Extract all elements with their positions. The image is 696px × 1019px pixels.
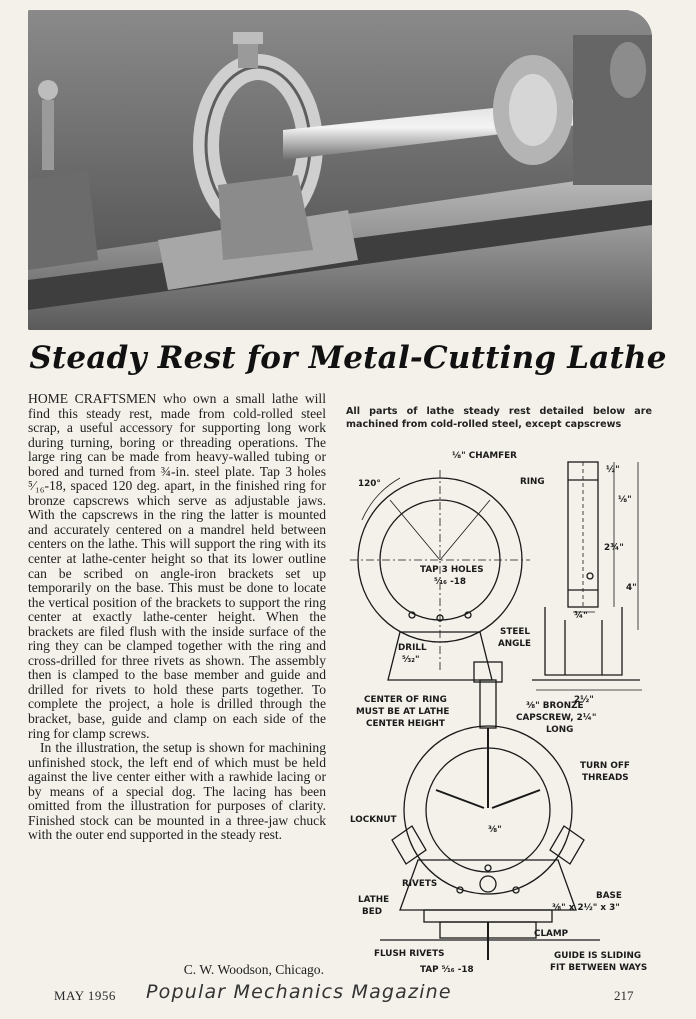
label-dim-half: ½" <box>606 465 620 475</box>
label-drill: DRILL <box>398 643 427 653</box>
label-capscrew-2: CAPSCREW, 2¼" <box>516 713 597 723</box>
label-three-eighths: ⅜" <box>488 825 502 835</box>
article-paragraph: In the illustration, the setup is shown for machining unfinished stock, the left end of which must be held against the live center either with a rawhide lacing or by means of a special dog. The lacing has been omitted from the illustration for purposes of clarity. Finished stock can be mounted in a three-jaw chuck with the outer end supported in the steady rest. <box>28 740 326 843</box>
label-flush-rivets: FLUSH RIVETS <box>374 949 445 959</box>
label-tap-size: ⁵⁄₁₆ -18 <box>434 577 466 587</box>
label-dim-two-half: 2½" <box>574 695 594 705</box>
label-threads: THREADS <box>582 773 629 783</box>
label-capscrew-1: ⅜" BRONZE <box>526 701 584 711</box>
label-base-size: ⅜" x 2½" x 3" <box>552 903 620 913</box>
label-tap-bottom: TAP ⁵⁄₁₆ -18 <box>420 965 474 975</box>
issue-date: MAY 1956 <box>54 988 116 1003</box>
label-dim-four: 4" <box>626 583 637 593</box>
page-number: 217 <box>614 988 634 1003</box>
article-paragraph: HOME CRAFTSMEN who own a small lathe will find this steady rest, made from cold-rolled steel scrap, a useful accessory for supporting long work during turning, boring or threading operations. The large ring can be made from heavy-walled tubing or bored and turned from ¾-in. steel plate. Tap 3 holes ⁵⁄₁₆-18, spaced 120 deg. apart, in the finished ring for bronze capscrews which serve as adjustable jaws. With the capscrews in the ring the latter is mounted and accurately centered on a mandrel held between centers on the lathe. This will support the ring with its center at lathe-center height so that its lower outline can be scribed on angle-iron brackets set up temporarily on the base. This must be done to locate the vertical position of the brackets to support the ring center at exactly lathe-center height. When the brackets are filed flush with the inside surface of the ring they can be clamped together with the ring and cross-drilled for three rivets as shown. The assembly then is clamped to the base member and guide and drilled for rivets to hold these parts together. To complete the project, a hole is drilled through the bracket, base, guide and clamp on each side of the ring for clamp screws. <box>28 391 326 741</box>
label-turn-off: TURN OFF <box>580 761 630 771</box>
technical-drawing <box>340 440 662 980</box>
label-base: BASE <box>596 891 622 901</box>
label-drill-size: ⁵⁄₃₂" <box>402 655 420 665</box>
label-dim-eighth: ⅛" <box>618 495 632 505</box>
label-clamp: CLAMP <box>534 929 569 939</box>
label-tap-holes: TAP 3 HOLES <box>420 565 484 575</box>
lathe-photo <box>28 10 652 330</box>
label-locknut: LOCKNUT <box>350 815 397 825</box>
article-body <box>28 392 326 843</box>
label-bed: BED <box>362 907 383 917</box>
label-guide-1: GUIDE IS SLIDING <box>554 951 642 961</box>
label-dim-two-three-quarter: 2¾" <box>604 543 624 553</box>
label-lathe: LATHE <box>358 895 390 905</box>
drawing-caption: All parts of lathe steady rest detailed below are machined from cold-rolled steel, except capscrews <box>346 406 652 430</box>
label-guide-2: FIT BETWEEN WAYS <box>550 963 648 973</box>
label-steel: STEEL <box>500 627 530 637</box>
label-capscrew-3: LONG <box>546 725 574 735</box>
label-ring: RING <box>520 477 545 487</box>
label-rivets: RIVETS <box>402 879 438 889</box>
handwritten-magazine-name: Popular Mechanics Magazine <box>146 981 452 1003</box>
label-center-2: MUST BE AT LATHE <box>356 707 450 717</box>
label-dim-three-quarter: ¾" <box>574 611 588 621</box>
label-center-1: CENTER OF RING <box>364 695 447 705</box>
label-angle: 120° <box>358 479 381 489</box>
label-chamfer: ⅛" CHAMFER <box>452 451 517 461</box>
label-center-3: CENTER HEIGHT <box>366 719 445 729</box>
article-title: Steady Rest for Metal-Cutting Lathe <box>29 340 667 376</box>
author-signature: C. W. Woodson, Chicago. <box>183 962 324 977</box>
label-angle-iron: ANGLE <box>498 639 532 649</box>
